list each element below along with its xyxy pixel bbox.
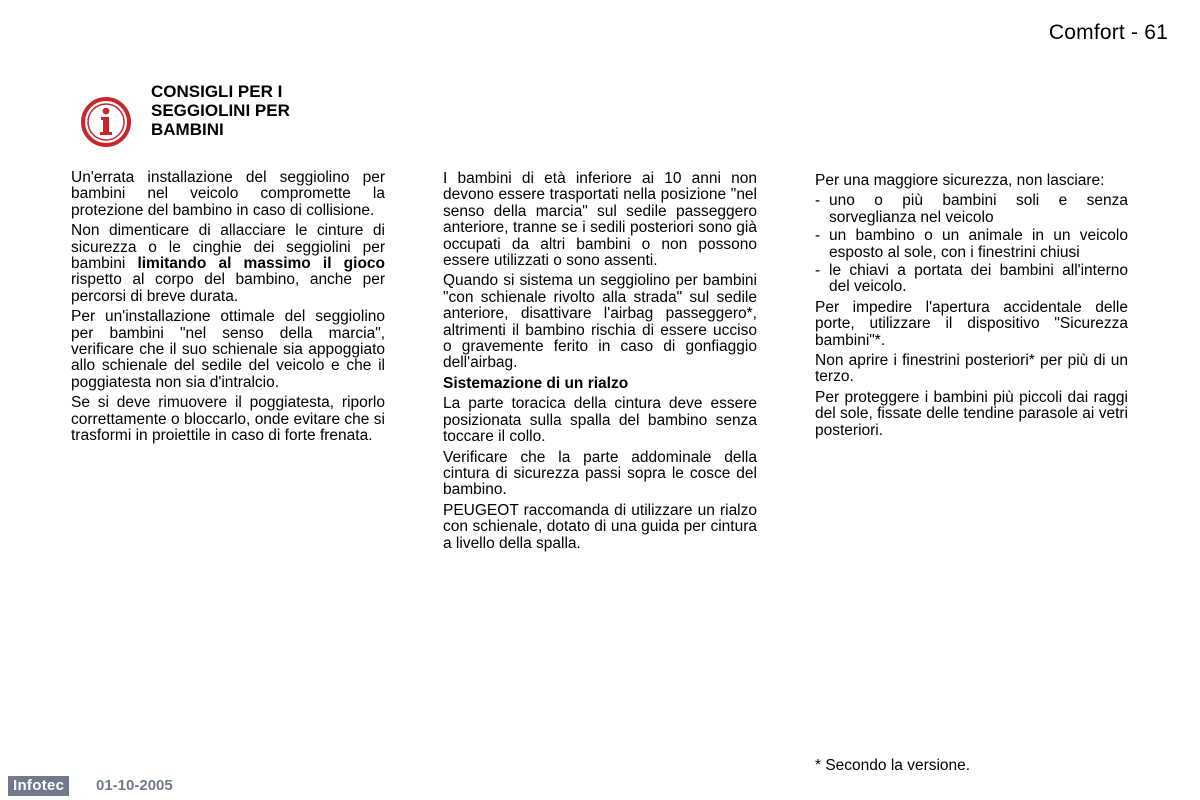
- paragraph-text: rispetto al corpo del bambino, anche per percorsi di breve durata.: [71, 271, 385, 305]
- paragraph: Un'errata installazione del seggiolino per bambini nel veicolo compromette la protezione del bambino in caso di collisione.: [71, 169, 385, 219]
- section-title-line: BAMBINI: [151, 120, 224, 139]
- paragraph: PEUGEOT raccomanda di utilizzare un rialzo con schienale, dotato di una guida per cintura a livello della spalla.: [443, 501, 757, 552]
- paragraph: [71, 223, 385, 305]
- paragraph: Per una maggiore sicurezza, non lasciare:: [815, 172, 1105, 189]
- list-item: - un bambino o un animale in un veicolo esposto al sole, con i finestrini chiusi: [815, 228, 1128, 261]
- footer-date: 01-10-2005: [96, 777, 173, 794]
- info-icon: [80, 96, 132, 148]
- paragraph: Per proteggere i bambini più piccoli dai raggi del sole, fissate delle tendine parasole ai vetri posteriori.: [815, 388, 1128, 439]
- section-title: [151, 82, 351, 139]
- footer-badge: Infotec: [8, 776, 69, 796]
- subheading: Sistemazione di un rialzo: [443, 374, 629, 392]
- paragraph: Non aprire i finestrini posteriori* per più di un terzo.: [815, 352, 1128, 386]
- footnote: * Secondo la versione.: [815, 757, 971, 774]
- paragraph: La parte toracica della cintura deve essere posizionata sulla spalla del bambino senza toccare il collo.: [443, 395, 757, 446]
- page-header-title: Comfort - 61: [1048, 21, 1168, 44]
- paragraph: Se si deve rimuovere il poggiatesta, riporlo correttamente o bloccarlo, onde evitare che si trasformi in proiettile in caso di forte frenata.: [71, 394, 385, 445]
- column-right: [815, 173, 1128, 443]
- paragraph: Per impedire l'apertura accidentale delle porte, utilizzare il dispositivo "Sicurezza bambini"*.: [815, 298, 1128, 349]
- list-item: - le chiavi a portata dei bambini all'interno del veicolo.: [815, 263, 1128, 296]
- paragraph: Verificare che la parte addominale della cintura di sicurezza passi sopra le cosce del bambino.: [443, 448, 757, 499]
- paragraph-text: Non dimenticare di allacciare le cinture di sicurezza o le cinghie dei seggiolini per bambini: [71, 222, 385, 273]
- section-title-line: SEGGIOLINI PER: [151, 101, 290, 120]
- column-left: [71, 170, 385, 449]
- paragraph: Per un'installazione ottimale del seggiolino per bambini "nel senso della marcia", verificare che il suo schienale sia appoggiato allo schienale del sedile del veicolo e che il poggiatesta non sia d'intralcio.: [71, 308, 385, 391]
- dash-list: [815, 193, 1128, 295]
- paragraph: Quando si sistema un seggiolino per bambini "con schienale rivolto alla strada" sul sedile anteriore, disattivare l'airbag passeggero*, altrimenti il bambino rischia di essere ucciso o gravemente ferito in caso di gonfiaggio dell'airbag.: [443, 272, 757, 372]
- paragraph: I bambini di età inferiore ai 10 anni non devono essere trasportati nella posizione "nel senso della marcia" sul sedile passeggero anteriore, tranne se i sedili posteriori sono già occupati da altri bambini o non possono essere utilizzati o sono assenti.: [443, 170, 757, 270]
- section-title-line: CONSIGLI PER I: [151, 82, 283, 101]
- paragraph-bold-text: limitando al massimo il gioco: [137, 255, 385, 273]
- list-item: - uno o più bambini soli e senza sorveglianza nel veicolo: [815, 193, 1128, 226]
- column-middle: [443, 171, 757, 556]
